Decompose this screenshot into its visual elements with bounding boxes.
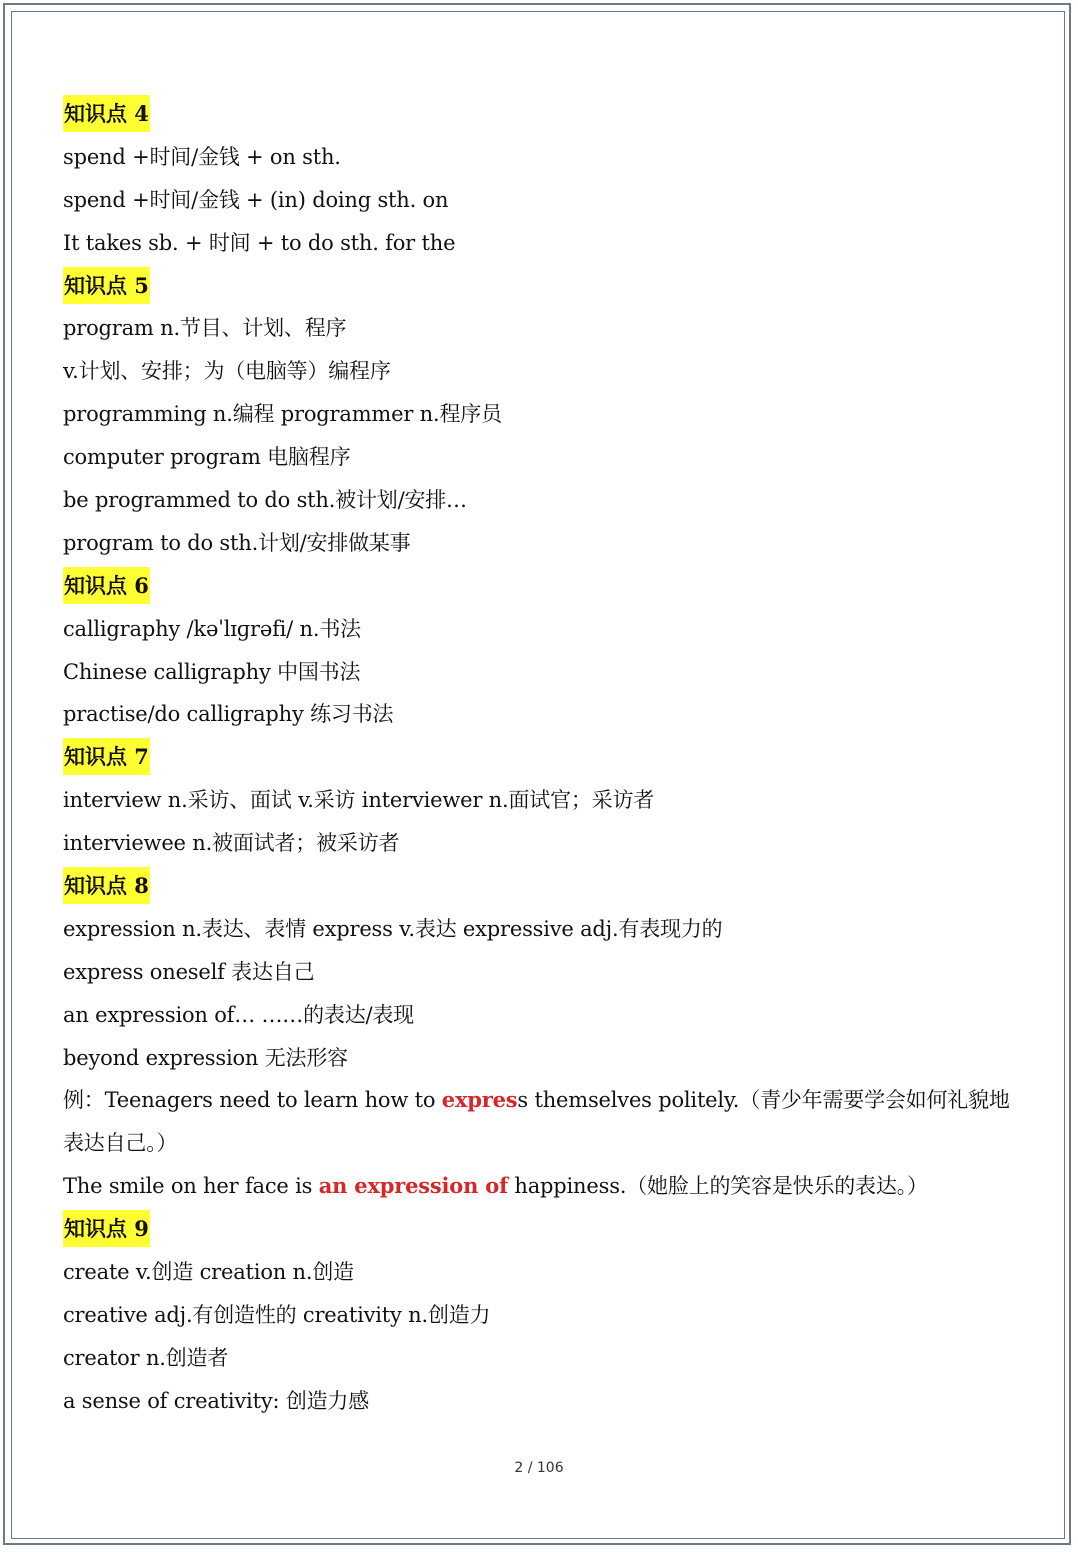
line: program to do sth.计划/安排做某事	[63, 530, 411, 555]
section-heading-7: 知识点 7	[63, 736, 1023, 779]
line: programming n.编程 programmer n.程序员	[63, 402, 502, 427]
page-number: 2 / 106	[514, 1460, 564, 1476]
line: practise/do calligraphy 练习书法	[63, 702, 394, 727]
line: computer program 电脑程序	[63, 445, 351, 470]
line: creator n.创造者	[63, 1345, 229, 1370]
example-sentence-2: The smile on her face is an expression of happiness.（她脸上的笑容是快乐的表达。）	[63, 1173, 928, 1199]
line: beyond expression 无法形容	[63, 1045, 348, 1070]
line: It takes sb. + 时间 + to do sth. for the	[63, 230, 456, 255]
example-sentence-1: 例：Teenagers need to learn how to express themselves politely.（青少年需要学会如何礼貌地表达自己。）	[63, 1087, 1010, 1156]
line: v.计划、安排；为（电脑等）编程序	[63, 359, 391, 384]
line: spend +时间/金钱 + (in) doing sth. on	[63, 187, 449, 212]
section-heading-4: 知识点 4	[63, 93, 1023, 136]
section-heading-5: 知识点 5	[63, 265, 1023, 308]
line: an expression of… ……的表达/表现	[63, 1002, 414, 1027]
section-heading-8: 知识点 8	[63, 865, 1023, 908]
section-heading-9: 知识点 9	[63, 1208, 1023, 1251]
section-heading-6: 知识点 6	[63, 565, 1023, 608]
line: express oneself 表达自己	[63, 959, 315, 984]
highlighted-phrase: an expression of	[318, 1173, 508, 1199]
line: creative adj.有创造性的 creativity n.创造力	[63, 1302, 491, 1327]
line: spend +时间/金钱 + on sth.	[63, 144, 341, 169]
highlighted-phrase: expres	[441, 1087, 518, 1113]
line: calligraphy /kəˈlɪɡrəfi/ n.书法	[63, 616, 361, 641]
line: expression n.表达、表情 express v.表达 expressive adj.有表现力的	[63, 916, 723, 941]
line: create v.创造 creation n.创造	[63, 1260, 354, 1285]
line: program n.节目、计划、程序	[63, 316, 347, 341]
line: interview n.采访、面试 v.采访 interviewer n.面试官；采访者	[63, 788, 655, 813]
line: a sense of creativity: 创造力感	[63, 1388, 370, 1413]
line: be programmed to do sth.被计划/安排…	[63, 488, 467, 513]
line: Chinese calligraphy 中国书法	[63, 659, 361, 684]
line: interviewee n.被面试者；被采访者	[63, 831, 400, 856]
document-content	[63, 93, 1023, 1423]
